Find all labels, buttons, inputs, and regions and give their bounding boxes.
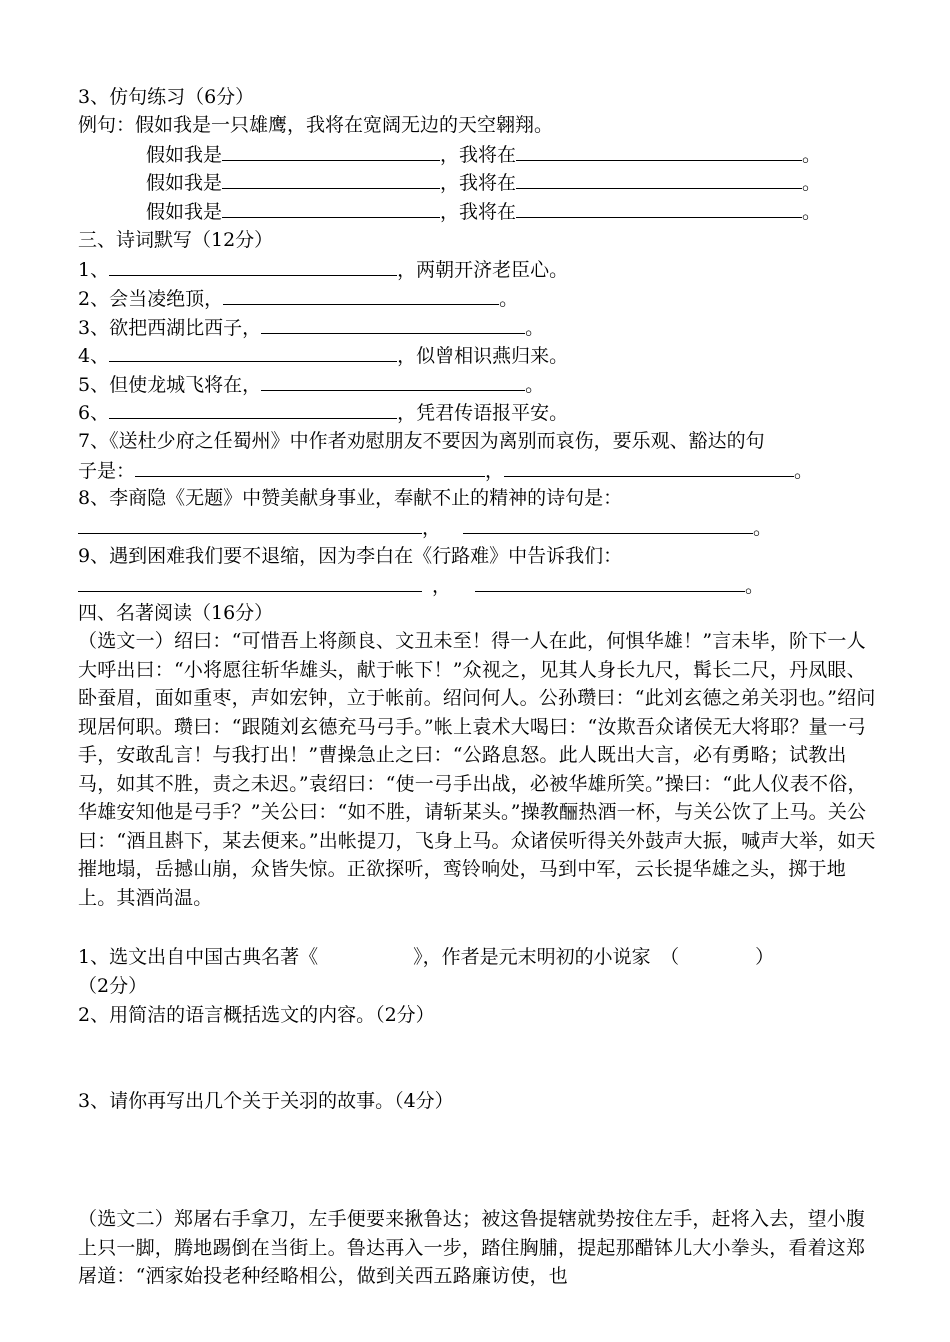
reading-passage-2: （选文二）郑屠右手拿刀，左手便要来揪鲁达；被这鲁提辖就势按住左手，赶将入去，望小腹上只一脚，腾地踢倒在当街上。鲁达再入一步，踏住胸脯，提起那醋钵儿大小拳头，看着这郑屠道：“洒家始投老种经略相公，做到关西五路廉访使，也 [78, 1208, 866, 1287]
poem-q7-line1: 7、《送杜少府之任蜀州》中作者劝慰朋友不要因为离别而哀伤，要乐观、豁达的句 [78, 430, 765, 452]
poem-q8-line2: ， 。 [78, 513, 772, 542]
answer-blank[interactable] [222, 197, 440, 218]
imitation-line-1: 假如我是 ，我将在 。 [146, 140, 821, 169]
reading-q1-line2: （2分） [78, 975, 148, 997]
section3-title: 三、诗词默写（12分） [78, 229, 274, 251]
poem-q9-line2: ， 。 [78, 571, 764, 600]
answer-blank[interactable] [516, 197, 802, 218]
example-sentence: 例句：假如我是一只雄鹰，我将在宽阔无边的天空翱翔。 [78, 114, 554, 136]
answer-blank[interactable] [516, 168, 802, 189]
answer-blank[interactable] [109, 341, 397, 362]
imitation-line-3: 假如我是 ，我将在 。 [146, 197, 821, 226]
answer-blank[interactable] [463, 513, 753, 534]
answer-blank[interactable] [261, 313, 525, 334]
answer-blank[interactable] [78, 513, 422, 534]
answer-blank[interactable] [516, 140, 802, 161]
reading-q2: 2、用简洁的语言概括选文的内容。（2分） [78, 1004, 435, 1026]
answer-blank[interactable] [475, 571, 745, 592]
imitation-line-2: 假如我是 ，我将在 。 [146, 168, 821, 197]
poem-q7-line2: 子是： ， 。 [78, 456, 813, 485]
reading-q1-line1: 1、选文出自中国古典名著《 》，作者是元末明初的小说家 （ ） [78, 946, 775, 968]
answer-blank[interactable] [109, 255, 397, 276]
poem-q9-line1: 9、遇到困难我们要不退缩，因为李白在《行路难》中告诉我们： [78, 545, 623, 567]
poem-q1: 1、 ，两朝开济老臣心。 [78, 255, 568, 284]
answer-blank[interactable] [504, 456, 794, 477]
poem-q2: 2、会当凌绝顶， 。 [78, 284, 518, 313]
section2-q3-title: 3、仿句练习（6分） [78, 86, 255, 108]
answer-blank[interactable] [222, 168, 440, 189]
reading-q3: 3、请你再写出几个关于关羽的故事。（4分） [78, 1090, 454, 1112]
section4-title: 四、名著阅读（16分） [78, 602, 274, 624]
answer-blank[interactable] [222, 140, 440, 161]
reading-passage-1: （选文一）绍曰：“可惜吾上将颜良、文丑未至！得一人在此，何惧华雄！”言未毕，阶下一人大呼出曰：“小将愿往斩华雄头，献于帐下！”众视之，见其人身长九尺，髯长二尺，丹凤眼、卧蚕眉，面如重枣，声如宏钟，立于帐前。绍问何人。公孙瓒曰：“此刘玄德之弟关羽也。”绍问现居何职。瓒曰：“跟随刘玄德充马弓手。”帐上袁术大喝曰：“汝欺吾众诸侯无大将耶？量一弓手，安敢乱言！与我打出！”曹操急止之曰：“公路息怒。此人既出大言，必有勇略；试教出马，如其不胜，责之未迟。”袁绍曰：“使一弓手出战，必被华雄所笑。”操曰：“此人仪表不俗，华雄安知他是弓手？”关公曰：“如不胜，请斩某头。”操教酾热酒一杯，与关公饮了上马。关公曰：“酒且斟下，某去便来。”出帐提刀，飞身上马。众诸侯听得关外鼓声大振，喊声大举，如天摧地塌，岳撼山崩，众皆失惊。正欲探听，鸾铃响处，马到中军，云长提华雄之头，掷于地上。其酒尚温。 [78, 630, 876, 909]
answer-blank[interactable] [109, 398, 397, 419]
answer-blank[interactable] [223, 284, 499, 305]
answer-blank[interactable] [78, 571, 422, 592]
poem-q5: 5、但使龙城飞将在， 。 [78, 370, 544, 399]
poem-q3: 3、欲把西湖比西子， 。 [78, 313, 544, 342]
answer-blank[interactable] [261, 370, 525, 391]
answer-blank[interactable] [135, 456, 485, 477]
poem-q4: 4、 ，似曾相识燕归来。 [78, 341, 568, 370]
poem-q6: 6、 ，凭君传语报平安。 [78, 398, 568, 427]
poem-q8-line1: 8、李商隐《无题》中赞美献身事业，奉献不止的精神的诗句是： [78, 487, 623, 509]
